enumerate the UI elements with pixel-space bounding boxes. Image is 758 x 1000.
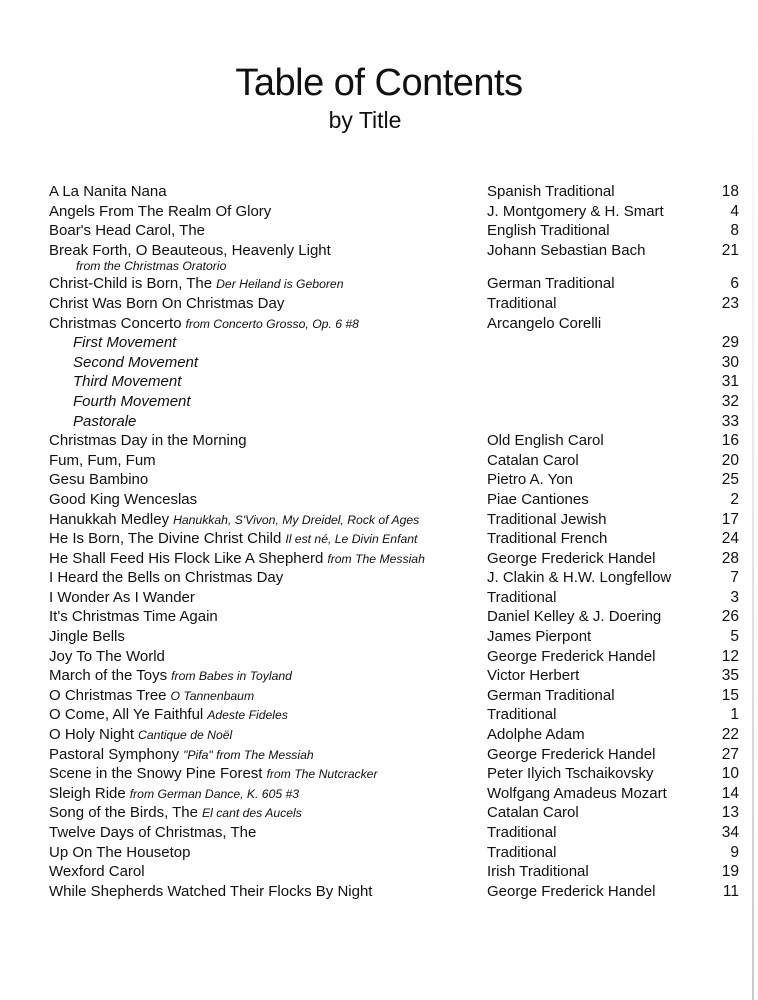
entry-note: from Concerto Grosso, Op. 6 #8 <box>185 316 359 331</box>
entry-composer: Irish Traditional <box>487 863 589 881</box>
entry-title-wrap <box>49 451 156 471</box>
entry-composer: Traditional <box>487 294 557 312</box>
entry-composer: German Traditional <box>487 275 615 293</box>
toc-entry <box>49 221 739 241</box>
entry-title: Wexford Carol <box>49 863 145 881</box>
entry-page-number: 13 <box>721 804 739 822</box>
entry-title-wrap <box>49 294 284 314</box>
entry-title: Christ-Child is Born, The <box>49 275 213 293</box>
entry-composer: Catalan Carol <box>487 451 579 469</box>
entry-title: I Wonder As I Wander <box>49 588 195 606</box>
entry-page-number: 32 <box>721 392 739 410</box>
entry-title: Christ Was Born On Christmas Day <box>49 294 285 312</box>
entry-page-number: 30 <box>721 353 739 371</box>
page-edge-shadow <box>752 0 754 1000</box>
entry-note: from The Messiah <box>327 551 425 566</box>
entry-page-number: 9 <box>730 843 739 861</box>
toc-entry <box>49 647 739 667</box>
entry-composer: Adolphe Adam <box>487 726 585 744</box>
entry-title: Second Movement <box>73 353 199 371</box>
entry-title-wrap <box>73 353 198 373</box>
toc-entry <box>49 843 739 863</box>
toc-entry <box>49 294 739 314</box>
entry-title-wrap <box>49 274 343 295</box>
entry-composer: George Frederick Handel <box>487 882 656 900</box>
entry-title-wrap <box>49 803 302 824</box>
toc-entry <box>49 784 739 804</box>
toc-entry <box>49 588 739 608</box>
entry-title-wrap <box>49 705 288 726</box>
toc-entry <box>49 607 739 627</box>
toc-entry <box>49 314 739 334</box>
entry-page-number: 21 <box>721 241 739 259</box>
entry-page-number: 25 <box>721 471 739 489</box>
entry-title: Fum, Fum, Fum <box>49 451 156 469</box>
entry-composer: Traditional <box>487 588 557 606</box>
entry-note: "Pifa" from The Messiah <box>183 747 314 762</box>
entry-title: He Is Born, The Divine Christ Child <box>49 530 282 548</box>
entry-title: Christmas Day in the Morning <box>49 432 247 450</box>
toc-entry <box>49 182 739 202</box>
entry-title: While Shepherds Watched Their Flocks By Night <box>49 882 373 900</box>
entry-title-wrap <box>49 784 299 805</box>
entry-composer: Victor Herbert <box>487 667 580 685</box>
entry-page-number: 34 <box>721 824 739 841</box>
toc-entry <box>49 686 739 706</box>
entry-title: Scene in the Snowy Pine Forest <box>49 765 263 783</box>
entry-composer: Traditional <box>487 706 557 724</box>
entry-note: Cantique de Noël <box>138 728 233 743</box>
toc-entry <box>49 823 739 843</box>
entry-title-wrap <box>49 745 314 766</box>
entry-title-wrap <box>49 862 145 882</box>
entry-title: Break Forth, O Beauteous, Heavenly Light <box>49 241 331 259</box>
entry-composer: German Traditional <box>487 686 615 704</box>
entry-page-number: 3 <box>730 588 739 606</box>
entry-note: El cant des Aucels <box>201 806 302 821</box>
toc-entry <box>49 803 739 823</box>
entry-title: Boar's Head Carol, The <box>49 222 205 240</box>
toc-entry <box>49 627 739 647</box>
toc-entry <box>49 666 739 686</box>
entry-note: Der Heiland is Geboren <box>216 277 344 292</box>
entry-note: O Tannenbaum <box>170 688 255 703</box>
toc-entry <box>49 725 739 745</box>
toc-entry <box>49 549 739 569</box>
toc-subentry <box>49 372 739 392</box>
entry-composer: George Frederick Handel <box>487 745 656 763</box>
toc-entry <box>49 470 739 490</box>
entry-title: O Come, All Ye Faithful <box>49 706 204 724</box>
entry-title: A La Nanita Nana <box>49 183 167 200</box>
entry-title: Pastorale <box>73 412 137 430</box>
entry-title: Song of the Birds, The <box>49 804 198 822</box>
entry-title: Pastoral Symphony <box>49 745 180 763</box>
entry-title-wrap <box>49 470 148 490</box>
toc-entry <box>49 431 739 451</box>
entry-page-number: 2 <box>730 490 739 508</box>
entry-title-wrap <box>49 823 256 843</box>
entry-subline: from the Christmas Oratorio <box>76 259 227 274</box>
entry-note: Hanukkah, S'Vivon, My Dreidel, Rock of Ages <box>173 512 420 527</box>
entry-title: Hanukkah Medley <box>49 510 170 528</box>
entry-title-wrap <box>49 725 232 746</box>
entry-composer: Daniel Kelley & J. Doering <box>487 608 662 626</box>
entry-page-number: 20 <box>721 451 739 469</box>
entry-title-wrap <box>49 647 165 667</box>
entry-composer: Spanish Traditional <box>487 183 615 200</box>
entry-title: Fourth Movement <box>73 392 191 410</box>
entry-title-wrap <box>49 686 254 707</box>
entry-composer: Pietro A. Yon <box>487 471 573 489</box>
entry-page-number: 11 <box>722 882 739 900</box>
toc-subentry <box>49 353 739 373</box>
entry-page-number: 4 <box>730 202 739 220</box>
page-title: Table of Contents <box>235 62 523 104</box>
entry-title: Christmas Concerto <box>49 314 182 332</box>
toc-entry <box>49 862 739 882</box>
entry-page-number: 14 <box>721 784 739 802</box>
entry-title-wrap <box>49 588 195 608</box>
table-of-contents <box>49 182 739 901</box>
entry-note: from German Dance, K. 605 #3 <box>129 786 300 801</box>
entry-page-number: 12 <box>721 647 739 665</box>
entry-title-wrap <box>49 882 372 902</box>
entry-title-wrap <box>49 666 292 687</box>
entry-composer: Johann Sebastian Bach <box>487 241 646 259</box>
entry-composer: J. Clakin & H.W. Longfellow <box>487 569 672 587</box>
entry-title: Good King Wenceslas <box>49 490 198 508</box>
entry-composer: Old English Carol <box>487 432 604 450</box>
entry-title-wrap <box>49 568 283 588</box>
toc-entry <box>49 490 739 510</box>
entry-page-number: 7 <box>730 569 739 587</box>
entry-title-wrap <box>49 314 359 335</box>
entry-title-wrap <box>49 221 205 241</box>
toc-subentry <box>49 412 739 432</box>
entry-composer: Catalan Carol <box>487 804 579 822</box>
entry-title-wrap <box>49 764 378 785</box>
entry-title: He Shall Feed His Flock Like A Shepherd <box>49 549 324 567</box>
entry-title-wrap <box>49 607 218 627</box>
entry-page-number: 10 <box>721 765 739 783</box>
entry-page-number: 8 <box>730 222 739 240</box>
entry-title: Gesu Bambino <box>49 471 149 489</box>
toc-entry <box>49 568 739 588</box>
entry-title-wrap <box>49 202 271 222</box>
entry-title: Jingle Bells <box>49 628 125 646</box>
entry-page-number: 6 <box>730 275 739 293</box>
entry-page-number: 22 <box>721 726 739 744</box>
toc-entry <box>49 882 739 902</box>
entry-composer: George Frederick Handel <box>487 647 656 665</box>
entry-title: O Holy Night <box>49 726 135 744</box>
entry-note: from The Nutcracker <box>266 767 378 782</box>
entry-note: Il est né, Le Divin Enfant <box>285 532 418 547</box>
entry-title-wrap <box>49 843 190 863</box>
entry-page-number: 23 <box>721 294 739 312</box>
entry-page-number: 15 <box>721 686 739 704</box>
entry-page-number: 5 <box>730 628 739 646</box>
entry-title-wrap <box>49 529 417 550</box>
entry-composer: J. Montgomery & H. Smart <box>487 202 664 220</box>
entry-title-wrap <box>73 333 176 353</box>
entry-title: Third Movement <box>73 373 182 391</box>
entry-page-number: 16 <box>721 432 739 450</box>
entry-page-number: 35 <box>721 667 739 685</box>
entry-title-wrap <box>49 549 425 570</box>
entry-title: It's Christmas Time Again <box>49 608 218 626</box>
toc-entry <box>49 202 739 222</box>
entry-composer: Wolfgang Amadeus Mozart <box>487 784 667 802</box>
entry-composer: Peter Ilyich Tschaikovsky <box>487 765 654 783</box>
toc-entry <box>49 241 739 261</box>
toc-entry <box>49 705 739 725</box>
toc-entry <box>49 745 739 765</box>
entry-page-number: 33 <box>721 412 739 430</box>
entry-title: O Christmas Tree <box>49 686 167 704</box>
page-subtitle: by Title <box>328 107 402 133</box>
entry-composer: James Pierpont <box>487 628 592 646</box>
entry-title-wrap <box>49 182 167 202</box>
toc-entry <box>49 274 739 294</box>
toc-subentry <box>49 333 739 353</box>
entry-title: Angels From The Realm Of Glory <box>49 202 272 220</box>
entry-title-wrap <box>73 392 191 412</box>
entry-title: Twelve Days of Christmas, The <box>49 824 257 841</box>
entry-title-wrap <box>49 510 419 531</box>
entry-page-number: 28 <box>721 549 739 567</box>
entry-note: from Babes in Toyland <box>171 669 292 684</box>
entry-note: Adeste Fideles <box>207 708 288 723</box>
toc-entry <box>49 764 739 784</box>
toc-entry <box>49 451 739 471</box>
entry-title: March of the Toys <box>49 667 168 685</box>
entry-page-number: 18 <box>721 183 739 200</box>
entry-title: I Heard the Bells on Christmas Day <box>49 569 284 587</box>
entry-title-wrap <box>73 372 181 392</box>
entry-page-number: 24 <box>721 530 739 548</box>
entry-title: Joy To The World <box>49 647 165 665</box>
entry-page-number: 31 <box>721 373 739 391</box>
entry-title-wrap <box>49 490 197 510</box>
entry-composer: Traditional <box>487 843 557 861</box>
entry-page-number: 17 <box>721 510 739 528</box>
entry-composer: Piae Cantiones <box>487 490 589 508</box>
toc-entry <box>49 510 739 530</box>
entry-page-number: 27 <box>721 745 739 763</box>
entry-title-wrap <box>49 241 331 261</box>
entry-composer: Arcangelo Corelli <box>487 314 602 332</box>
entry-title: First Movement <box>73 334 177 352</box>
entry-title-wrap <box>49 627 125 647</box>
toc-subentry <box>49 392 739 412</box>
entry-title-wrap <box>73 412 136 432</box>
entry-page-number: 26 <box>721 608 739 626</box>
entry-composer: English Traditional <box>487 222 610 240</box>
entry-page-number: 29 <box>721 334 739 352</box>
entry-title: Up On The Housetop <box>49 843 191 861</box>
entry-title: Sleigh Ride <box>49 784 126 802</box>
entry-composer: Traditional <box>487 824 557 841</box>
entry-composer: George Frederick Handel <box>487 549 656 567</box>
entry-composer: Traditional French <box>487 530 608 548</box>
entry-page-number: 19 <box>721 863 739 881</box>
entry-composer: Traditional Jewish <box>487 510 607 528</box>
entry-title-wrap <box>49 431 247 451</box>
toc-entry <box>49 529 739 549</box>
entry-page-number: 1 <box>730 706 739 724</box>
